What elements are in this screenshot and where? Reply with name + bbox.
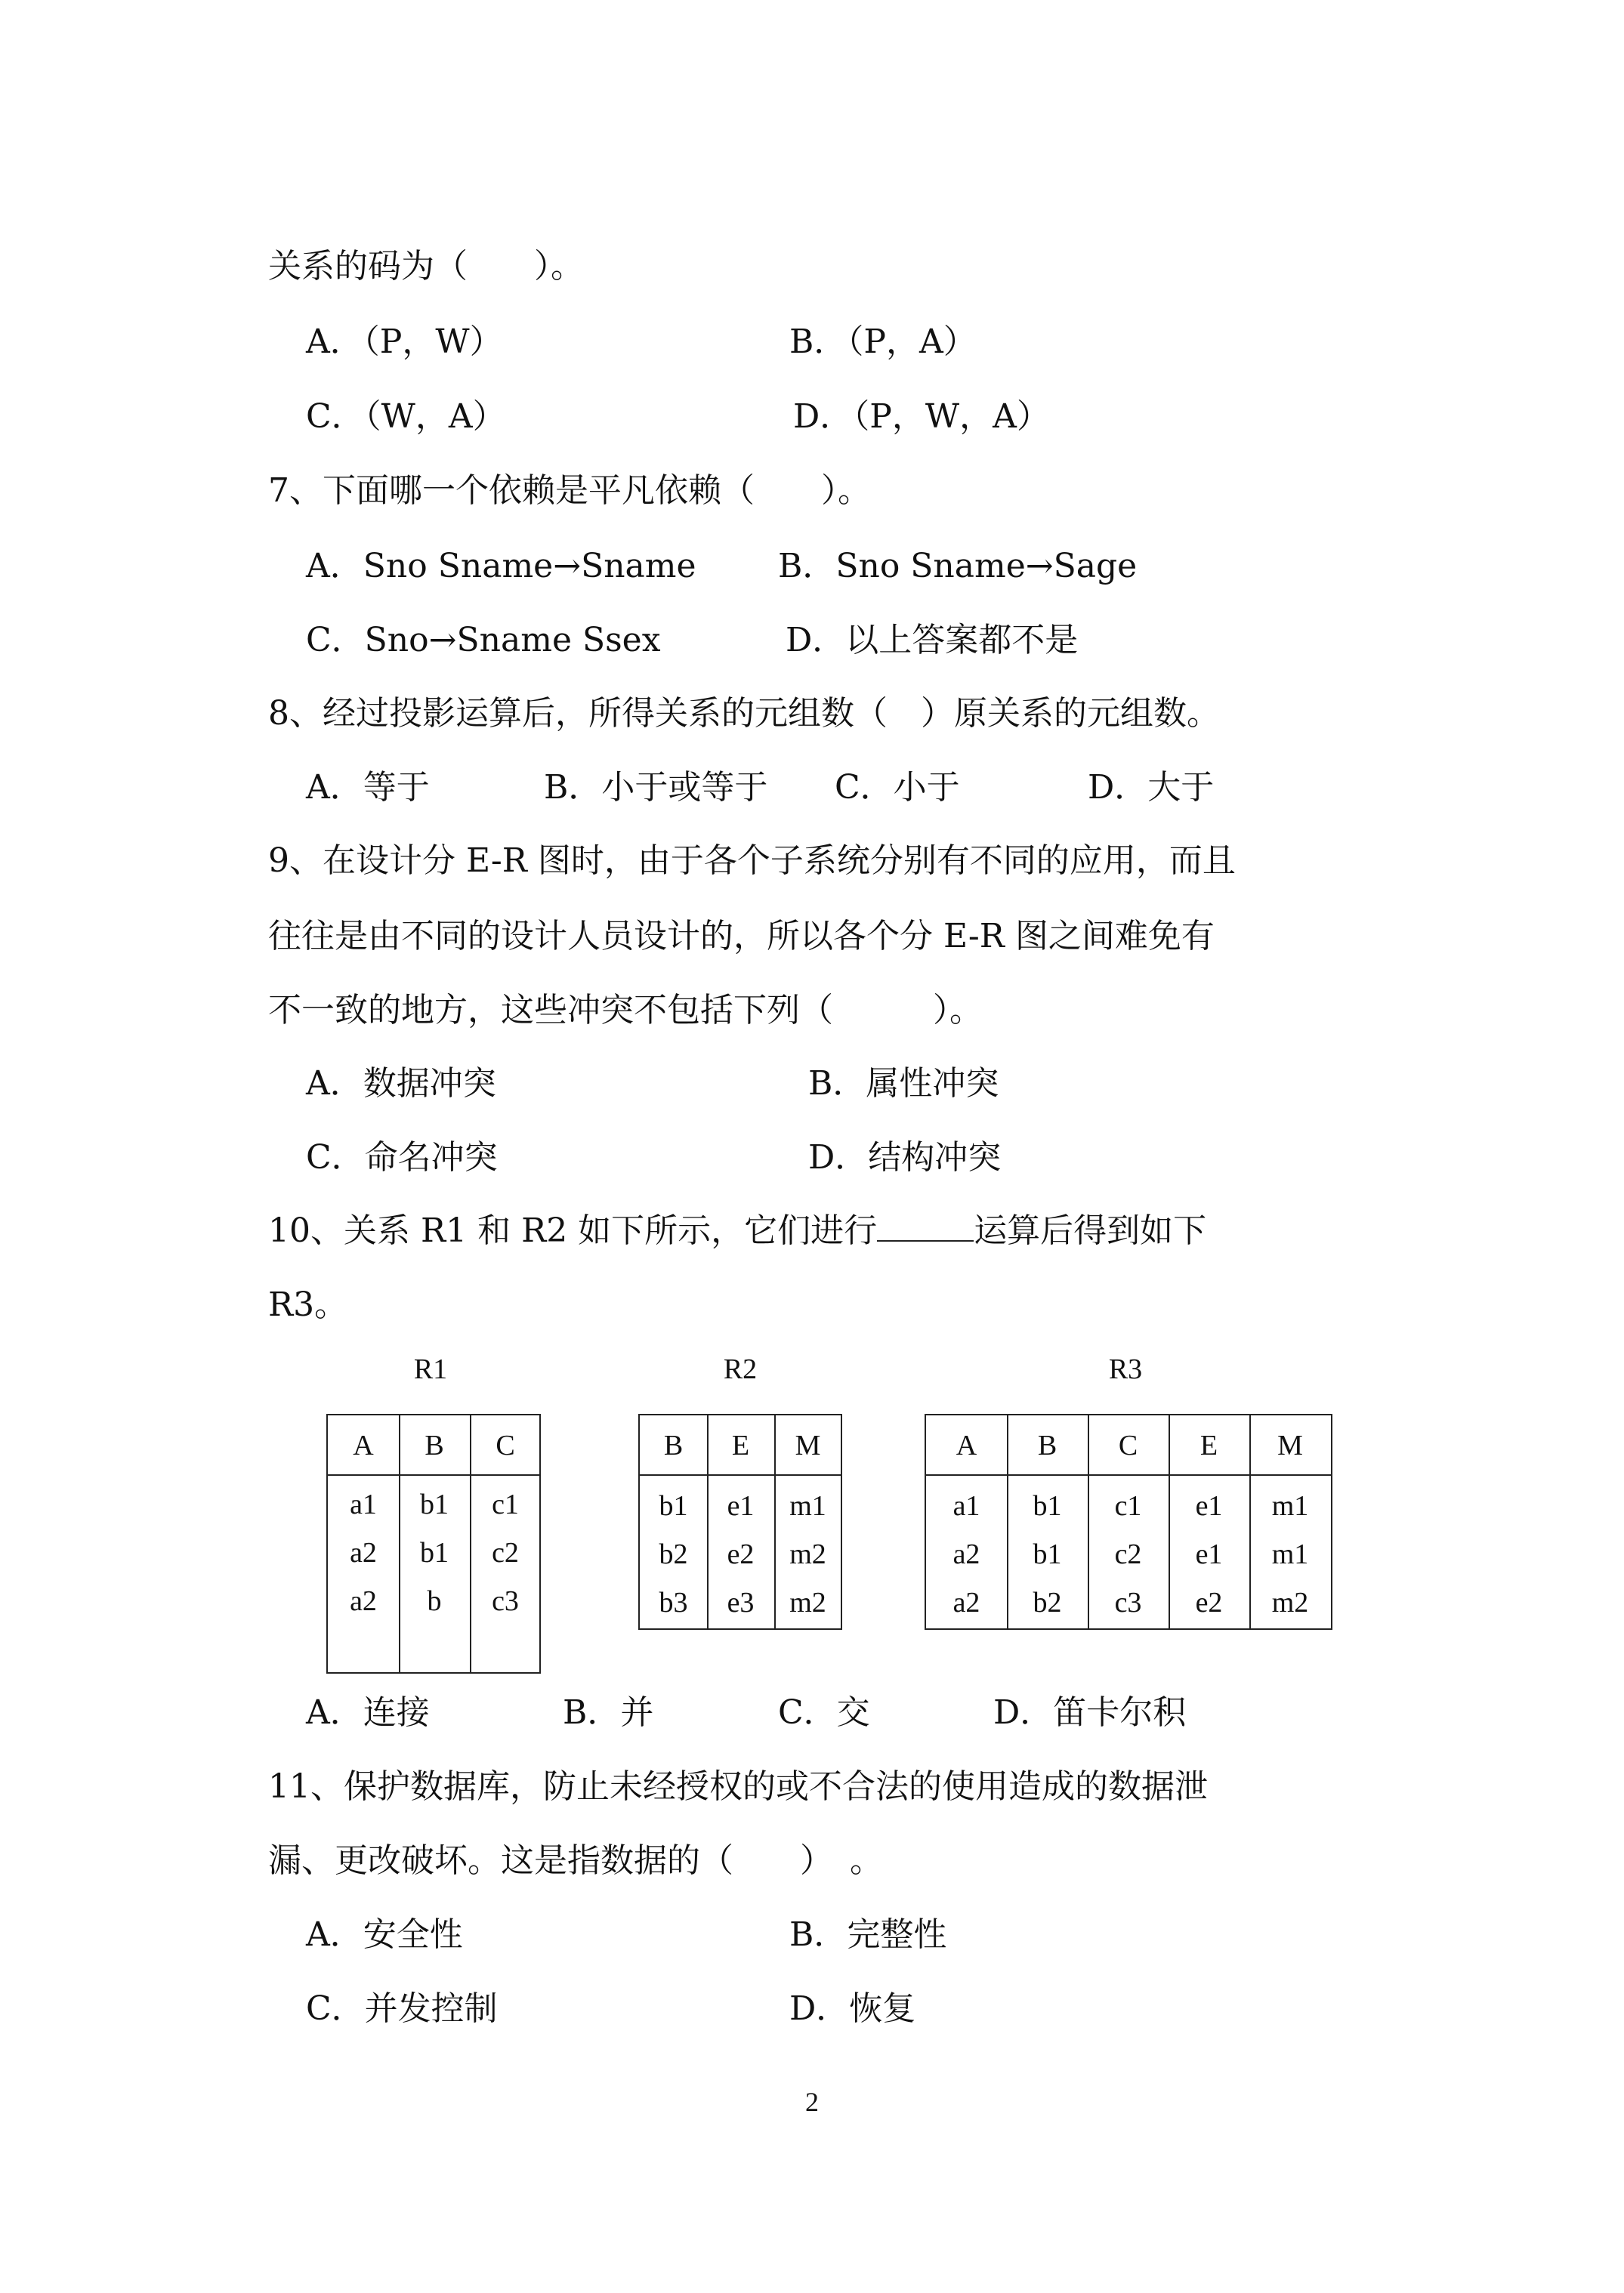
q8-option-c: C．小于 <box>835 768 960 807</box>
answer-blank <box>877 1214 974 1242</box>
table-cell: c3 <box>492 1585 519 1617</box>
table-header-cell: M <box>1277 1430 1303 1461</box>
table-cell: a2 <box>350 1585 377 1617</box>
table-cell: e1 <box>1195 1538 1223 1570</box>
q7-option-c: C．Sno→Sname Ssex <box>306 621 661 659</box>
q9-option-d: D．结构冲突 <box>808 1138 1002 1177</box>
q8-option-a: A．等于 <box>306 768 430 807</box>
table-cell: m2 <box>789 1538 826 1570</box>
table-header-cell: M <box>795 1430 821 1461</box>
table-header-cell: C <box>496 1430 515 1461</box>
q10-option-b: B．并 <box>563 1693 654 1732</box>
table-header-cell: B <box>1037 1430 1057 1461</box>
table-r3 <box>925 1414 1332 1630</box>
table-header-cell: E <box>731 1430 750 1461</box>
table-cell: e3 <box>727 1587 755 1619</box>
page-number: 2 <box>805 2087 819 2117</box>
q6-option-a: A．（P，W） <box>306 323 503 361</box>
q9-option-c: C．命名冲突 <box>306 1138 498 1177</box>
table-r2 <box>638 1414 842 1630</box>
table-cell: a1 <box>952 1490 980 1522</box>
q10-option-d: D．笛卡尔积 <box>993 1693 1187 1732</box>
table-cell: c2 <box>1114 1538 1142 1570</box>
table-cell: e2 <box>727 1538 755 1570</box>
q11-option-d: D．恢复 <box>789 1989 916 2028</box>
q7-option-b: B．Sno Sname→Sage <box>778 547 1138 585</box>
q7-option-a: A．Sno Sname→Sname <box>306 547 696 585</box>
table-cell: e1 <box>727 1490 755 1522</box>
q11-option-b: B．完整性 <box>789 1915 947 1954</box>
table-r3-label: R3 <box>1108 1353 1143 1385</box>
table-cell: b <box>427 1585 442 1617</box>
table-cell: b1 <box>659 1490 688 1522</box>
table-cell: b1 <box>1033 1538 1062 1570</box>
q10-option-a: A．连接 <box>306 1693 430 1732</box>
table-cell: a2 <box>952 1538 980 1570</box>
q9-stem-line-1: 9、在设计分 E-R 图时，由于各个子系统分别有不同的应用，而且 <box>268 841 1236 880</box>
q9-option-a: A．数据冲突 <box>306 1064 496 1103</box>
table-cell: e2 <box>1195 1587 1223 1619</box>
table-cell: b1 <box>1033 1490 1062 1522</box>
table-r1-label: R1 <box>413 1353 448 1385</box>
table-cell: b2 <box>659 1538 688 1570</box>
q10-stem-line-2: R3。 <box>268 1285 348 1324</box>
table-header-cell: A <box>956 1430 977 1461</box>
q7-stem: 7、下面哪一个依赖是平凡依赖（ ）。 <box>268 471 871 510</box>
table-cell: b1 <box>420 1537 449 1569</box>
table-r2-label: R2 <box>723 1353 758 1385</box>
table-cell: m2 <box>789 1587 826 1619</box>
q10-stem-before-blank: 10、关系 R1 和 R2 如下所示，它们进行 <box>268 1211 878 1250</box>
table-cell: c1 <box>1114 1490 1142 1522</box>
table-cell: c3 <box>1114 1587 1142 1619</box>
q6-stem-tail: 关系的码为（ ）。 <box>268 247 584 285</box>
table-cell: c1 <box>492 1489 519 1520</box>
q8-option-d: D．大于 <box>1088 768 1215 807</box>
q6-option-d: D．（P，W，A） <box>793 397 1050 436</box>
q9-option-b: B．属性冲突 <box>808 1064 999 1103</box>
q6-option-b: B．（P，A） <box>789 323 977 361</box>
table-cell: m1 <box>1271 1538 1309 1570</box>
table-cell: a1 <box>350 1489 377 1520</box>
table-cell: c2 <box>492 1537 519 1569</box>
table-header-cell: A <box>353 1430 374 1461</box>
q8-option-b: B．小于或等于 <box>544 768 768 807</box>
table-cell: m1 <box>1271 1490 1309 1522</box>
table-header-cell: E <box>1199 1430 1218 1461</box>
q10-stem-line-1 <box>268 1208 1206 1254</box>
q9-stem-line-2: 往往是由不同的设计人员设计的，所以各个分 E-R 图之间难免有 <box>268 917 1215 955</box>
q10-option-c: C．交 <box>778 1693 870 1732</box>
q7-option-d: D．以上答案都不是 <box>786 621 1079 659</box>
q10-stem-after-blank: 运算后得到如下 <box>974 1211 1207 1250</box>
table-header-cell: B <box>663 1430 684 1461</box>
table-r1 <box>326 1414 541 1674</box>
table-cell: m1 <box>789 1490 826 1522</box>
table-header-cell: C <box>1118 1430 1138 1461</box>
table-cell: a2 <box>350 1537 377 1569</box>
table-cell: m2 <box>1271 1587 1309 1619</box>
q11-option-a: A．安全性 <box>306 1915 463 1954</box>
table-cell: b1 <box>420 1489 449 1520</box>
table-cell: b3 <box>659 1587 688 1619</box>
q11-stem-line-2: 漏、更改破坏。这是指数据的（ ） 。 <box>268 1841 883 1880</box>
q6-option-c: C．（W，A） <box>306 397 506 436</box>
q11-stem-line-1: 11、保护数据库，防止未经授权的或不合法的使用造成的数据泄 <box>268 1767 1208 1806</box>
q8-stem: 8、经过投影运算后，所得关系的元组数（ ）原关系的元组数。 <box>268 694 1220 733</box>
table-cell: a2 <box>952 1587 980 1619</box>
table-cell: b2 <box>1033 1587 1062 1619</box>
table-cell: e1 <box>1195 1490 1223 1522</box>
q9-stem-line-3: 不一致的地方，这些冲突不包括下列（ ）。 <box>268 991 983 1029</box>
table-header-cell: B <box>425 1430 444 1461</box>
q11-option-c: C．并发控制 <box>306 1989 498 2028</box>
